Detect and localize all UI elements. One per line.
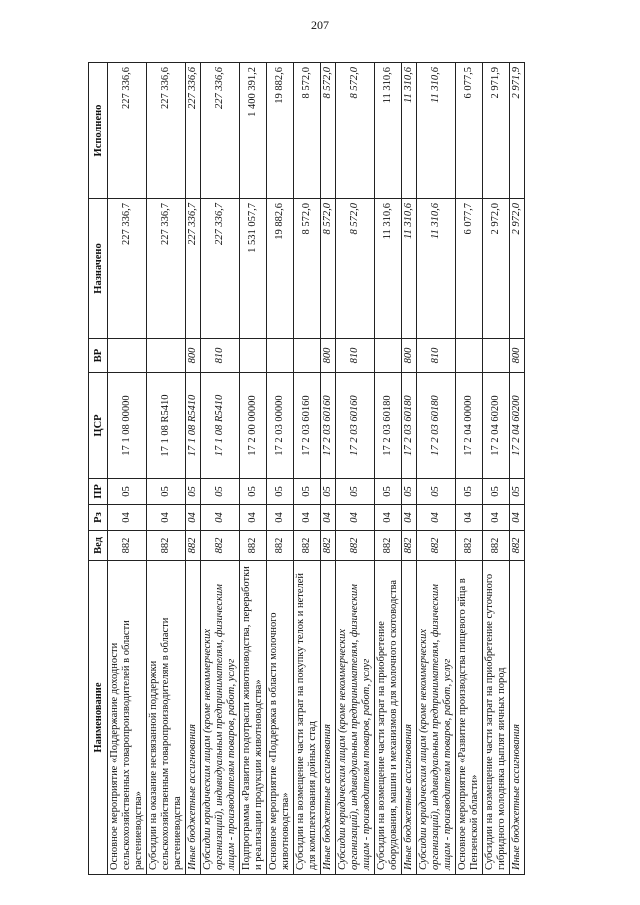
cell-pr: 05 bbox=[186, 479, 201, 505]
cell-rz: 04 bbox=[240, 505, 267, 531]
cell-ved: 882 bbox=[186, 531, 201, 561]
cell-pr: 05 bbox=[483, 479, 510, 505]
cell-name: Иные бюджетные ассигнования bbox=[402, 561, 417, 875]
cell-vr bbox=[456, 339, 483, 373]
cell-pr: 05 bbox=[240, 479, 267, 505]
cell-name: Иные бюджетные ассигнования bbox=[186, 561, 201, 875]
table-row bbox=[108, 63, 147, 875]
header-executed: Исполнено bbox=[89, 63, 108, 199]
cell-csr: 17 2 03 60160 bbox=[321, 373, 336, 479]
cell-executed: 8 572,0 bbox=[336, 63, 375, 199]
cell-name: Подпрограмма «Развитие подотрасли животноводства, переработки и реализации продукции животноводства» bbox=[240, 561, 267, 875]
table-row bbox=[483, 63, 510, 875]
cell-executed: 11 310,6 bbox=[417, 63, 456, 199]
cell-rz: 04 bbox=[108, 505, 147, 531]
table-row bbox=[402, 63, 417, 875]
cell-rz: 04 bbox=[483, 505, 510, 531]
table-row bbox=[375, 63, 402, 875]
cell-csr: 17 2 03 60180 bbox=[417, 373, 456, 479]
cell-assigned: 227 336,7 bbox=[108, 199, 147, 339]
cell-assigned: 11 310,6 bbox=[402, 199, 417, 339]
cell-pr: 05 bbox=[336, 479, 375, 505]
cell-executed: 19 882,6 bbox=[267, 63, 294, 199]
cell-vr bbox=[240, 339, 267, 373]
cell-vr: 800 bbox=[186, 339, 201, 373]
page-number: 207 bbox=[311, 18, 329, 32]
cell-csr: 17 2 03 00000 bbox=[267, 373, 294, 479]
cell-rz: 04 bbox=[456, 505, 483, 531]
cell-executed: 1 400 391,2 bbox=[240, 63, 267, 199]
table-row bbox=[456, 63, 483, 875]
cell-pr: 05 bbox=[417, 479, 456, 505]
cell-csr: 17 2 04 60200 bbox=[483, 373, 510, 479]
cell-executed: 227 336,6 bbox=[201, 63, 240, 199]
cell-csr: 17 2 03 60160 bbox=[336, 373, 375, 479]
cell-executed: 11 310,6 bbox=[402, 63, 417, 199]
cell-ved: 882 bbox=[417, 531, 456, 561]
cell-vr bbox=[294, 339, 321, 373]
cell-executed: 6 077,5 bbox=[456, 63, 483, 199]
cell-executed: 8 572,0 bbox=[321, 63, 336, 199]
cell-vr bbox=[108, 339, 147, 373]
cell-ved: 882 bbox=[510, 531, 525, 561]
cell-ved: 882 bbox=[375, 531, 402, 561]
table-row bbox=[294, 63, 321, 875]
header-csr: ЦСР bbox=[89, 373, 108, 479]
table-row bbox=[417, 63, 456, 875]
cell-pr: 05 bbox=[402, 479, 417, 505]
cell-rz: 04 bbox=[294, 505, 321, 531]
cell-assigned: 11 310,6 bbox=[417, 199, 456, 339]
cell-csr: 17 1 08 R5410 bbox=[186, 373, 201, 479]
table-row bbox=[510, 63, 525, 875]
cell-executed: 2 971,9 bbox=[483, 63, 510, 199]
cell-rz: 04 bbox=[321, 505, 336, 531]
cell-executed: 227 336,6 bbox=[147, 63, 186, 199]
table-header-row bbox=[89, 63, 108, 875]
cell-vr: 810 bbox=[417, 339, 456, 373]
cell-vr bbox=[375, 339, 402, 373]
cell-executed: 11 310,6 bbox=[375, 63, 402, 199]
table-row bbox=[336, 63, 375, 875]
cell-assigned: 8 572,0 bbox=[336, 199, 375, 339]
cell-assigned: 11 310,6 bbox=[375, 199, 402, 339]
cell-csr: 17 1 08 00000 bbox=[108, 373, 147, 479]
cell-ved: 882 bbox=[240, 531, 267, 561]
cell-rz: 04 bbox=[201, 505, 240, 531]
cell-executed: 8 572,0 bbox=[294, 63, 321, 199]
cell-pr: 05 bbox=[147, 479, 186, 505]
cell-executed: 227 336,6 bbox=[186, 63, 201, 199]
table-row bbox=[240, 63, 267, 875]
cell-pr: 05 bbox=[294, 479, 321, 505]
header-name: Наименование bbox=[89, 561, 108, 875]
cell-pr: 05 bbox=[108, 479, 147, 505]
cell-name: Основное мероприятие «Поддержание доходности сельскохозяйственных товаропроизводителей в области растениеводства» bbox=[108, 561, 147, 875]
cell-pr: 05 bbox=[510, 479, 525, 505]
cell-pr: 05 bbox=[375, 479, 402, 505]
cell-name: Субсидии на возмещение части затрат на покупку телок и нетелей для комплектования дойных стад bbox=[294, 561, 321, 875]
cell-csr: 17 2 04 60200 bbox=[510, 373, 525, 479]
cell-name: Основное мероприятие «Поддержка в области молочного животноводства» bbox=[267, 561, 294, 875]
cell-executed: 2 971,9 bbox=[510, 63, 525, 199]
cell-rz: 04 bbox=[375, 505, 402, 531]
cell-vr: 800 bbox=[510, 339, 525, 373]
cell-name: Основное мероприятие «Развитие производства пищевого яйца в Пензенской области» bbox=[456, 561, 483, 875]
cell-assigned: 227 336,7 bbox=[201, 199, 240, 339]
header-vr: ВР bbox=[89, 339, 108, 373]
header-pr: ПР bbox=[89, 479, 108, 505]
table-row bbox=[321, 63, 336, 875]
cell-vr: 800 bbox=[402, 339, 417, 373]
cell-vr bbox=[147, 339, 186, 373]
cell-rz: 04 bbox=[186, 505, 201, 531]
cell-csr: 17 2 03 60180 bbox=[402, 373, 417, 479]
cell-csr: 17 1 08 R5410 bbox=[147, 373, 186, 479]
cell-name: Субсидии на оказание несвязанной поддержки сельскохозяйственным товаропроизводителям в области растениеводства bbox=[147, 561, 186, 875]
cell-pr: 05 bbox=[201, 479, 240, 505]
cell-ved: 882 bbox=[147, 531, 186, 561]
table-row bbox=[267, 63, 294, 875]
cell-ved: 882 bbox=[201, 531, 240, 561]
cell-name: Субсидии юридическим лицам (кроме некоммерческих организаций), индивидуальным предпринимателям, физическим лицам - производителям товаров, работ, услуг bbox=[201, 561, 240, 875]
cell-name: Иные бюджетные ассигнования bbox=[321, 561, 336, 875]
cell-vr bbox=[267, 339, 294, 373]
cell-ved: 882 bbox=[321, 531, 336, 561]
cell-assigned: 8 572,0 bbox=[321, 199, 336, 339]
cell-assigned: 6 077,7 bbox=[456, 199, 483, 339]
table-row bbox=[147, 63, 186, 875]
header-assigned: Назначено bbox=[89, 199, 108, 339]
cell-ved: 882 bbox=[456, 531, 483, 561]
cell-ved: 882 bbox=[483, 531, 510, 561]
cell-csr: 17 2 00 00000 bbox=[240, 373, 267, 479]
cell-name: Субсидии на возмещение части затрат на приобретение суточного гибридного молодняка цыплят яичных пород bbox=[483, 561, 510, 875]
cell-assigned: 1 531 057,7 bbox=[240, 199, 267, 339]
cell-assigned: 227 336,7 bbox=[186, 199, 201, 339]
cell-ved: 882 bbox=[267, 531, 294, 561]
cell-assigned: 19 882,6 bbox=[267, 199, 294, 339]
cell-name: Субсидии на возмещение части затрат на приобретение оборудования, машин и механизмов для молочного скотоводства bbox=[375, 561, 402, 875]
cell-name: Субсидии юридическим лицам (кроме некоммерческих организаций), индивидуальным предпринимателям, физическим лицам - производителям товаров, работ, услуг bbox=[417, 561, 456, 875]
cell-ved: 882 bbox=[336, 531, 375, 561]
budget-table bbox=[88, 62, 525, 875]
cell-vr: 810 bbox=[201, 339, 240, 373]
cell-vr: 800 bbox=[321, 339, 336, 373]
cell-rz: 04 bbox=[336, 505, 375, 531]
cell-ved: 882 bbox=[294, 531, 321, 561]
cell-executed: 227 336,6 bbox=[108, 63, 147, 199]
header-rz: Рз bbox=[89, 505, 108, 531]
cell-pr: 05 bbox=[456, 479, 483, 505]
cell-pr: 05 bbox=[267, 479, 294, 505]
table-body bbox=[108, 63, 525, 875]
cell-assigned: 8 572,0 bbox=[294, 199, 321, 339]
cell-csr: 17 2 04 00000 bbox=[456, 373, 483, 479]
cell-name: Иные бюджетные ассигнования bbox=[510, 561, 525, 875]
cell-csr: 17 1 08 R5410 bbox=[201, 373, 240, 479]
table-row bbox=[186, 63, 201, 875]
cell-ved: 882 bbox=[402, 531, 417, 561]
rotated-table-container bbox=[88, 63, 590, 875]
cell-rz: 04 bbox=[510, 505, 525, 531]
cell-name: Субсидии юридическим лицам (кроме некоммерческих организаций), индивидуальным предпринимателям, физическим лицам - производителям товаров, работ, услуг bbox=[336, 561, 375, 875]
cell-assigned: 2 972,0 bbox=[510, 199, 525, 339]
cell-ved: 882 bbox=[108, 531, 147, 561]
table-row bbox=[201, 63, 240, 875]
cell-vr bbox=[483, 339, 510, 373]
cell-vr: 810 bbox=[336, 339, 375, 373]
cell-csr: 17 2 03 60160 bbox=[294, 373, 321, 479]
cell-rz: 04 bbox=[402, 505, 417, 531]
cell-assigned: 2 972,0 bbox=[483, 199, 510, 339]
cell-rz: 04 bbox=[417, 505, 456, 531]
cell-assigned: 227 336,7 bbox=[147, 199, 186, 339]
cell-csr: 17 2 03 60180 bbox=[375, 373, 402, 479]
cell-rz: 04 bbox=[267, 505, 294, 531]
cell-rz: 04 bbox=[147, 505, 186, 531]
header-ved: Вед bbox=[89, 531, 108, 561]
cell-pr: 05 bbox=[321, 479, 336, 505]
